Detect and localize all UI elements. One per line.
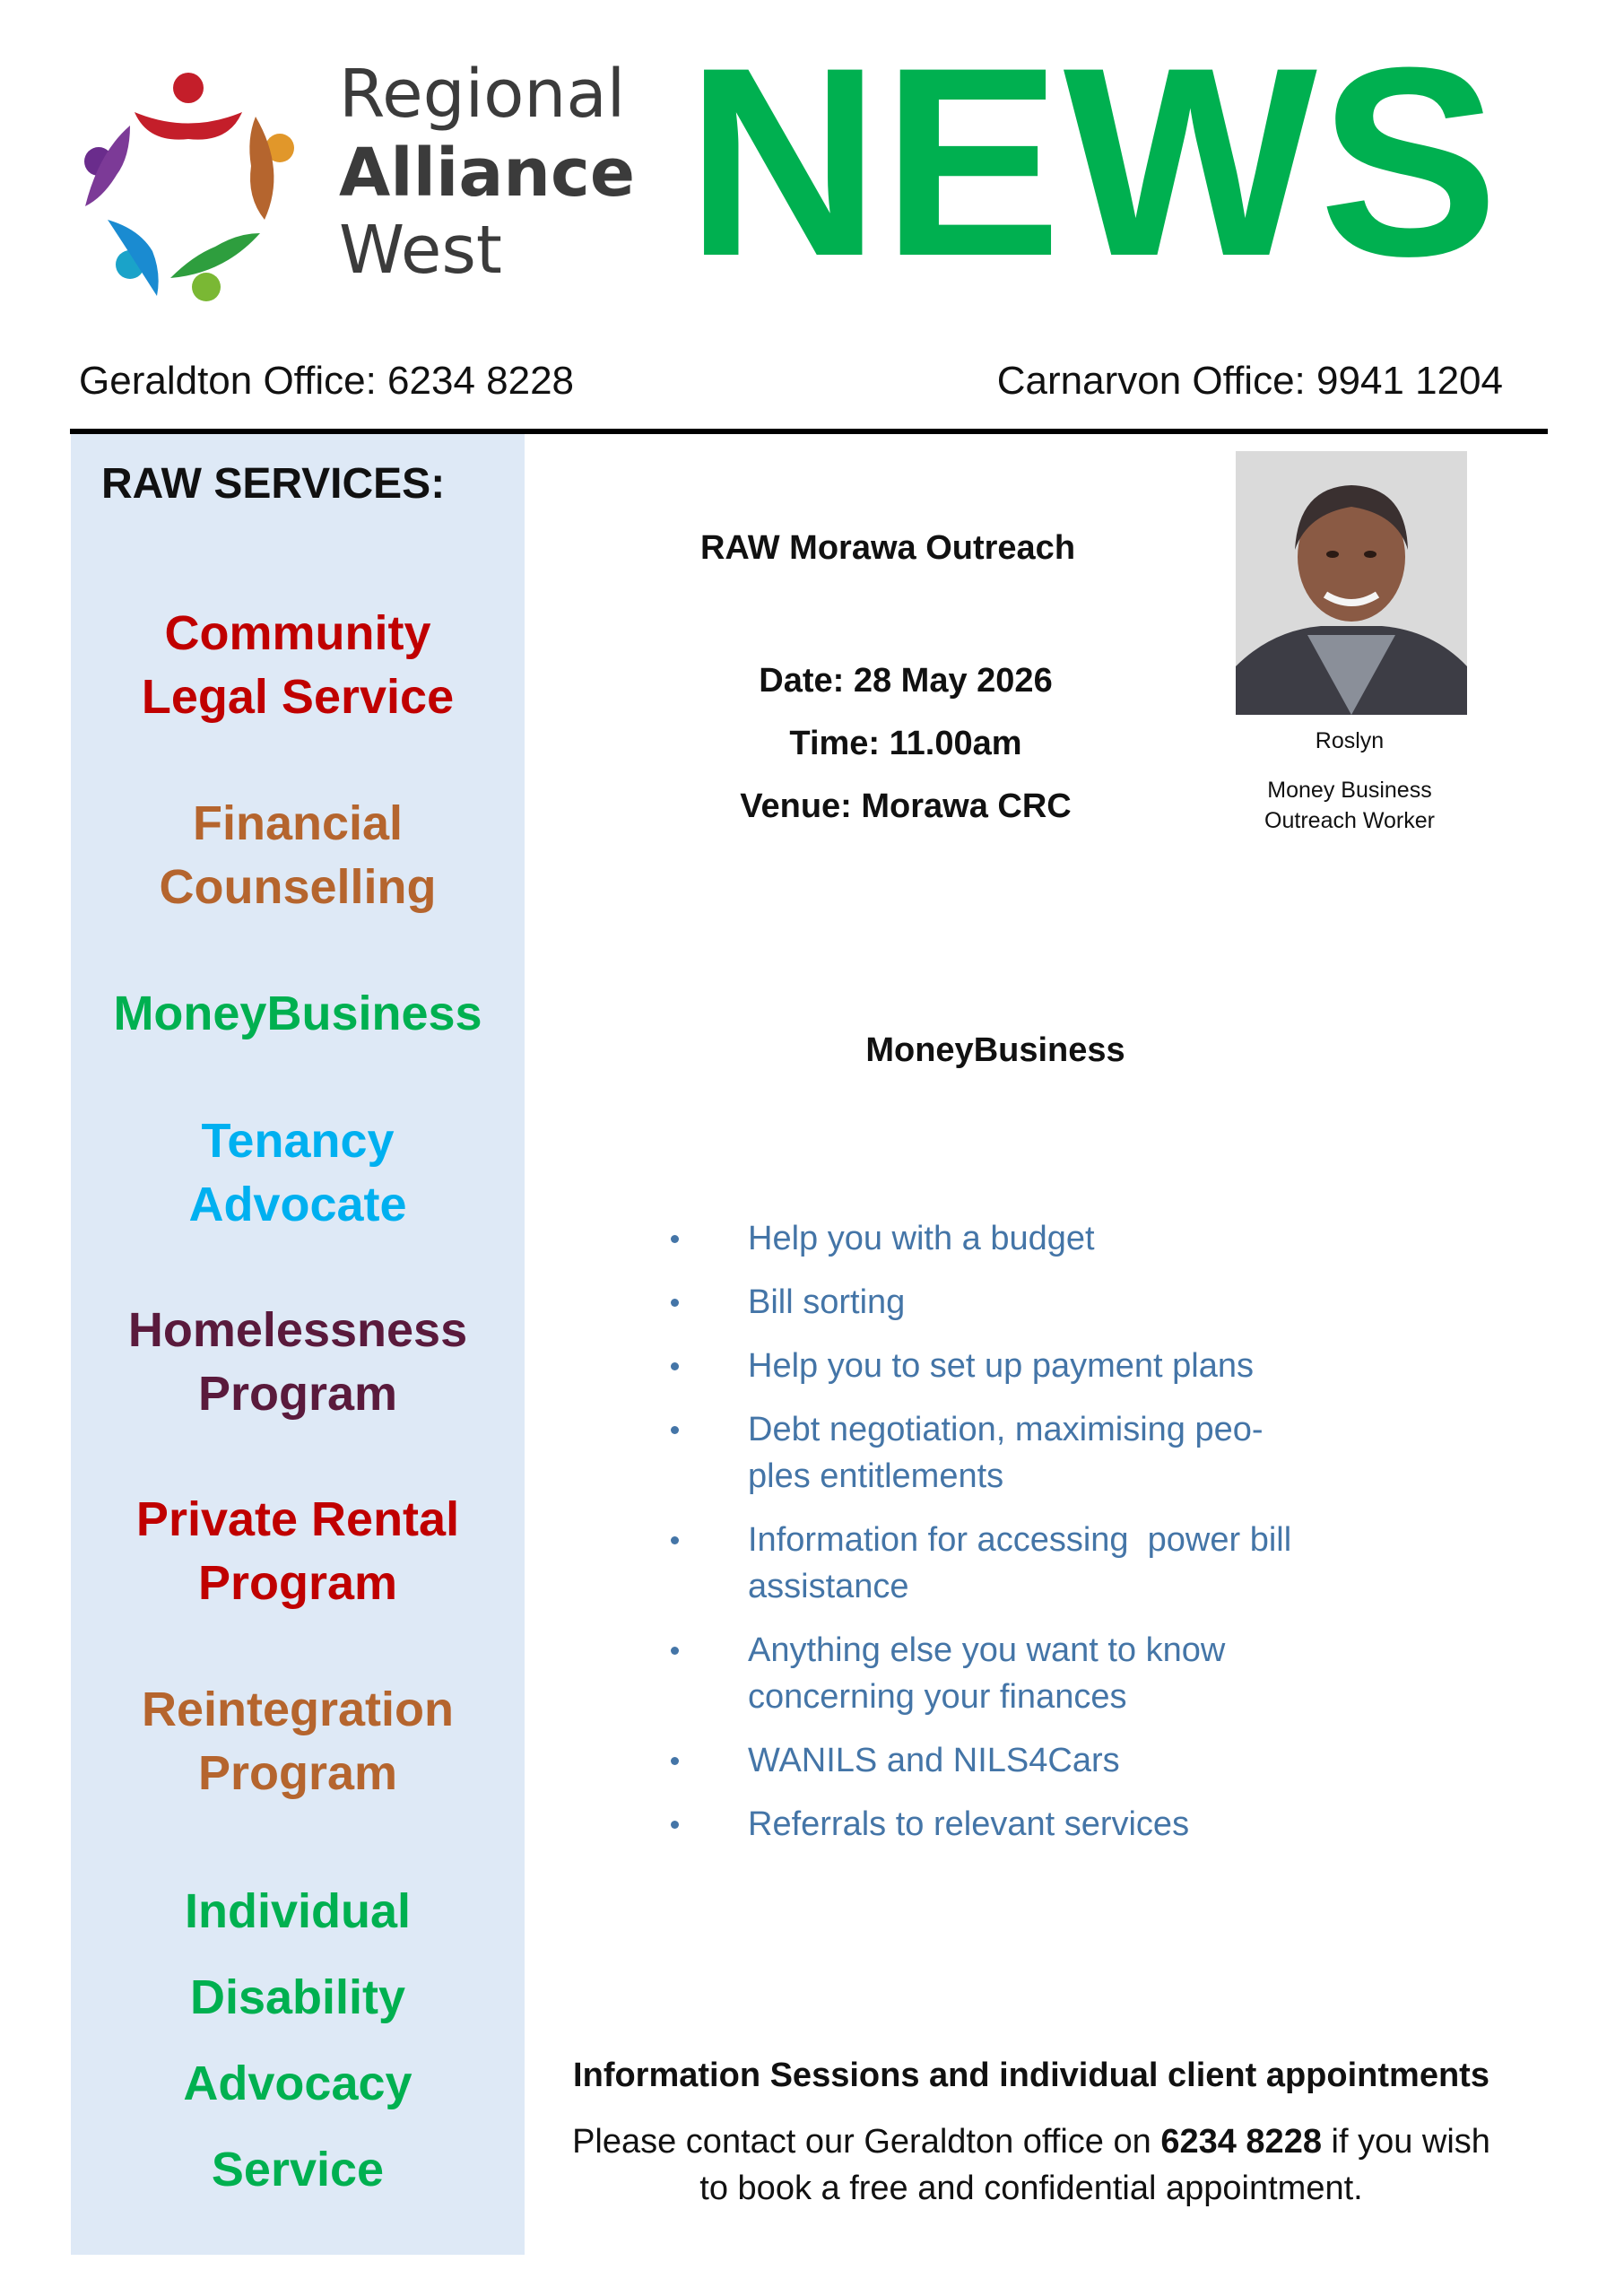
list-item [664, 1215, 1381, 1262]
service-line: Counselling [159, 860, 437, 914]
list-item-text: Referrals to relevant services [748, 1805, 1190, 1843]
bullet-icon [671, 1235, 679, 1243]
contact-instructions [538, 2118, 1524, 2212]
bullet-icon [671, 1647, 679, 1655]
service-line: Service [211, 2143, 385, 2196]
list-item [664, 1517, 1381, 1610]
service-private-rental-program [71, 1488, 525, 1615]
contact-text: Please contact our Geraldton office on [572, 2123, 1161, 2161]
list-item [664, 1279, 1381, 1326]
moneybusiness-heading: MoneyBusiness [865, 1031, 1125, 1069]
list-item-text: Debt negotiation, maximising peo- [748, 1411, 1264, 1448]
service-tenancy-advocate [71, 1109, 525, 1237]
service-line: Advocate [188, 1178, 407, 1231]
moneybusiness-list [664, 1215, 1381, 1865]
bullet-icon [671, 1757, 679, 1765]
service-community-legal [71, 602, 525, 729]
carnarvon-office-phone: Carnarvon Office: 9941 1204 [996, 359, 1503, 403]
service-homelessness-program [71, 1299, 525, 1426]
service-financial-counselling [71, 792, 525, 919]
service-line: Homelessness [127, 1303, 468, 1357]
contact-text: if you wish [1321, 2123, 1490, 2161]
staff-role-line: Outreach Worker [1264, 808, 1435, 833]
outreach-date: Date: 28 May 2026 [759, 662, 1053, 700]
outreach-title: RAW Morawa Outreach [699, 529, 1076, 567]
bullet-icon [671, 1536, 679, 1544]
staff-role-line: Money Business [1267, 778, 1432, 803]
contact-line-2: to book a free and confidential appointment. [699, 2170, 1363, 2207]
list-item-text: assistance [748, 1568, 909, 1605]
bullet-icon [671, 1362, 679, 1370]
list-item-text: WANILS and NILS4Cars [748, 1742, 1120, 1779]
service-line: Program [197, 1367, 398, 1421]
list-item [664, 1406, 1381, 1500]
list-item-text: Bill sorting [748, 1283, 906, 1321]
list-item [664, 1737, 1381, 1784]
service-line: Reintegration [141, 1683, 455, 1736]
list-item-text: Information for accessing power bill [748, 1521, 1292, 1559]
info-sessions-title: Information Sessions and individual client appointments [573, 2057, 1489, 2094]
list-item [664, 1343, 1381, 1389]
service-line: Legal Service [141, 670, 455, 724]
staff-photo [1236, 451, 1467, 715]
outreach-time: Time: 11.00am [789, 725, 1022, 762]
logo-wordmark [339, 56, 636, 289]
staff-name: Roslyn [1315, 728, 1385, 753]
list-item-text: concerning your finances [748, 1678, 1127, 1716]
service-moneybusiness [71, 982, 525, 1046]
bullet-icon [671, 1821, 679, 1829]
service-line: Community [164, 606, 431, 660]
service-line: Advocacy [183, 2057, 413, 2110]
list-item-text: Help you to set up payment plans [748, 1347, 1255, 1385]
logo-line-regional: Regional [339, 56, 626, 133]
list-item-text: Anything else you want to know [748, 1631, 1226, 1669]
logo-line-west: West [339, 212, 502, 289]
service-line: Financial [192, 796, 404, 850]
news-title: NEWS [686, 11, 1500, 312]
list-item-text: ples entitlements [748, 1457, 1004, 1495]
service-individual-disability-advocacy [71, 1868, 525, 2213]
geraldton-office-phone: Geraldton Office: 6234 8228 [79, 359, 575, 403]
service-line: Private Rental [135, 1492, 460, 1546]
list-item [664, 1801, 1381, 1848]
service-line: Program [197, 1746, 398, 1800]
service-line: Program [197, 1556, 398, 1610]
contact-phone: 6234 8228 [1160, 2123, 1322, 2161]
list-item-text: Help you with a budget [748, 1220, 1095, 1257]
raw-services-title: RAW SERVICES: [101, 460, 446, 508]
service-line: MoneyBusiness [113, 987, 482, 1040]
service-line: Individual [184, 1884, 412, 1938]
logo-line-alliance: Alliance [339, 135, 636, 212]
bullet-icon [671, 1299, 679, 1307]
outreach-venue: Venue: Morawa CRC [740, 787, 1072, 825]
service-reintegration-program [71, 1678, 525, 1805]
service-line: Disability [189, 1970, 406, 2024]
staff-role [1202, 775, 1498, 836]
list-item [664, 1627, 1381, 1720]
logo-figures-icon [84, 73, 294, 301]
service-line: Tenancy [201, 1114, 395, 1168]
bullet-icon [671, 1426, 679, 1434]
contact-line-1 [538, 2118, 1524, 2165]
